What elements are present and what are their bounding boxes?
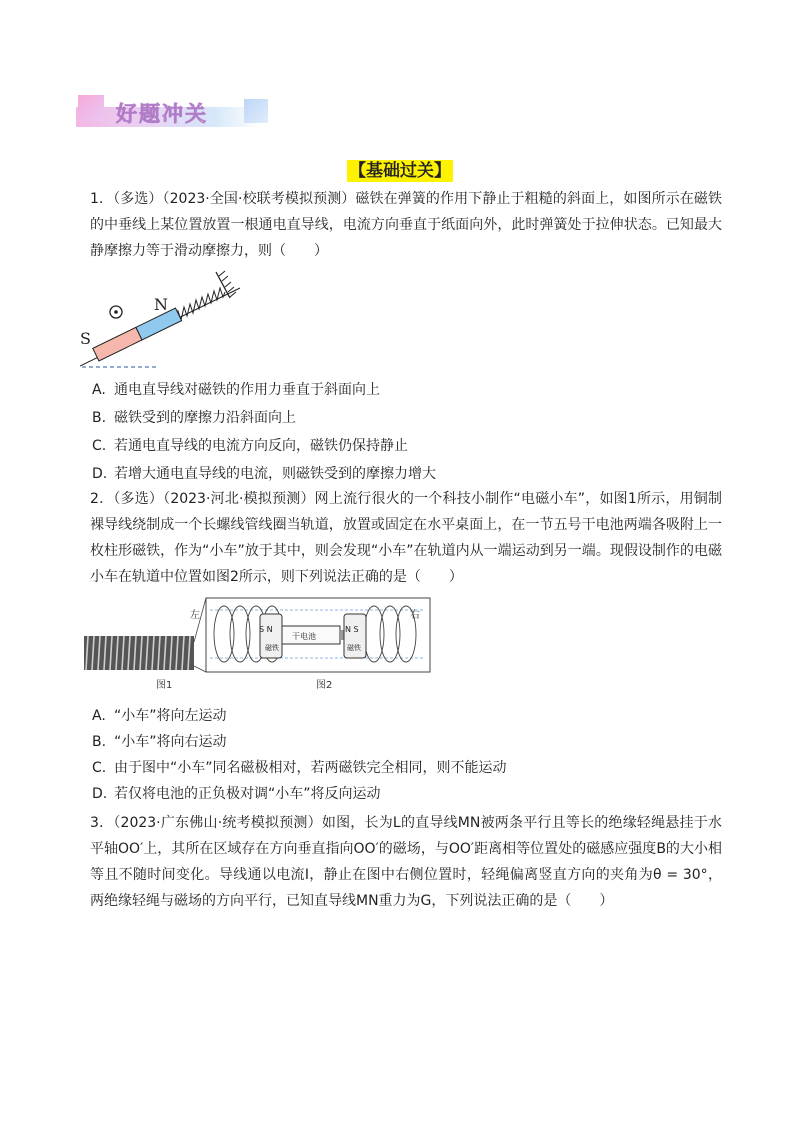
q1-option-b[interactable]: B. 磁铁受到的摩擦力沿斜面向上 bbox=[92, 410, 296, 426]
fig2-right-label: 右 bbox=[410, 610, 420, 621]
q2-option-a[interactable]: A. “小车”将向左运动 bbox=[92, 708, 227, 724]
fig2-left-label: 左 bbox=[190, 610, 200, 621]
q1-option-d[interactable]: D. 若增大通电直导线的电流，则磁铁受到的摩擦力增大 bbox=[92, 466, 436, 482]
question-1-text: 1．（多选）（2023·全国·校联考模拟预测）磁铁在弹簧的作用下静止于粗糙的斜面上，如图所示在磁铁的中垂线上某位置放置一根通电直导线，电流方向垂直于纸面向外，此时弹簧处于拉伸状态。已知最大静摩擦力等于滑动摩擦力，则（ ） bbox=[90, 191, 722, 259]
q2-option-c[interactable]: C. 由于图中“小车”同名磁极相对，若两磁铁完全相同，则不能运动 bbox=[92, 760, 507, 776]
header-title: 好题冲关 bbox=[116, 102, 208, 126]
right-magnet-label: 磁铁 bbox=[347, 644, 361, 652]
header-decor-left bbox=[78, 95, 104, 121]
section-title-text: 【基础过关】 bbox=[349, 161, 451, 181]
q2-option-b[interactable]: B. “小车”将向右运动 bbox=[92, 734, 227, 750]
battery-label: 干电池 bbox=[292, 632, 316, 641]
section-header bbox=[76, 95, 272, 131]
question-2-text: 2．（多选）（2023·河北·模拟预测）网上流行很火的一个科技小制作“电磁小车”，如图1所示，用铜制裸导线绕制成一个长螺线管线圈当轨道，放置或固定在水平桌面上，在一节五号干电池两端各吸附上一枚柱形磁铁，作为“小车”放于其中，则会发现“小车”在轨道内从一端运动到另一端。现假设制作的电磁小车在轨道中位置如图2所示，则下列说法正确的是（ ） bbox=[90, 491, 722, 585]
fig2-caption: 图2 bbox=[316, 680, 333, 691]
question-3-text: 3．（2023·广东佛山·统考模拟预测）如图，长为L的直导线MN被两条平行且等长的绝缘轻绳悬挂于水平轴OO′上，其所在区域存在方向垂直指向OO′的磁场，与OO′距离相等位置处的磁感应强度B的大小相等且不随时间变化。导线通以电流I，静止在图中右侧位置时，轻绳偏离竖直方向的夹角为θ = 30°，两绝缘轻绳与磁场的方向平行，已知直导线MN重力为G，下列说法正确的是（ ） bbox=[90, 815, 722, 909]
magnet-n-label: N bbox=[154, 295, 168, 314]
question-1-figure bbox=[80, 262, 250, 372]
q2-option-d[interactable]: D. 若仅将电池的正负极对调“小车”将反向运动 bbox=[92, 786, 381, 802]
question-2-figure bbox=[84, 592, 434, 694]
coil-photo bbox=[84, 636, 194, 670]
q1-option-c[interactable]: C. 若通电直导线的电流方向反向，磁铁仍保持静止 bbox=[92, 438, 408, 454]
right-magnet-poles: N S bbox=[345, 625, 359, 634]
left-magnet-label: 磁铁 bbox=[265, 644, 279, 652]
left-magnet-poles: S N bbox=[259, 625, 273, 634]
header-decor-right bbox=[244, 99, 268, 123]
fig1-caption: 图1 bbox=[156, 680, 173, 691]
section-title bbox=[0, 156, 800, 181]
magnet-s-label: S bbox=[80, 329, 91, 348]
q1-option-a[interactable]: A. 通电直导线对磁铁的作用力垂直于斜面向上 bbox=[92, 382, 380, 398]
